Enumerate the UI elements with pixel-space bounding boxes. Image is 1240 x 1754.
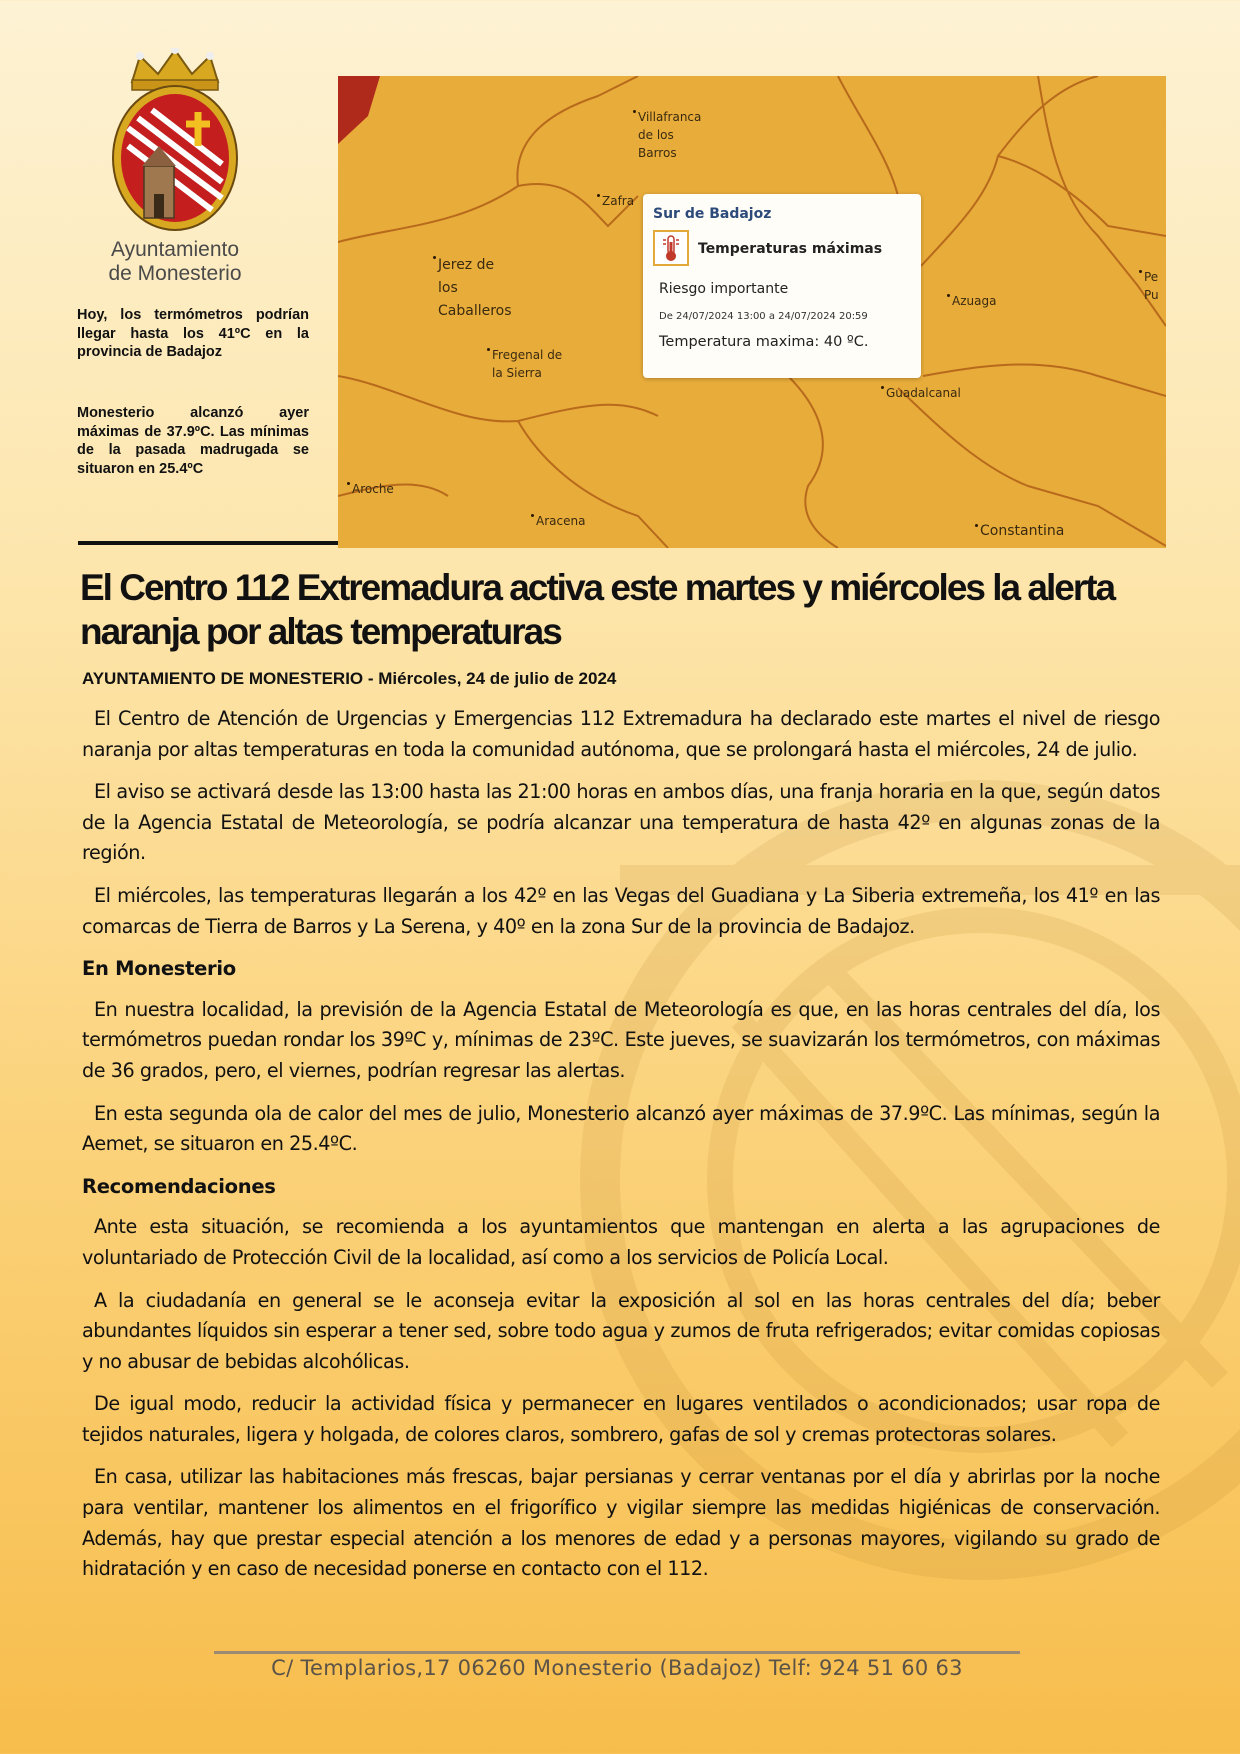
town-azuaga: Azuaga [952,294,997,308]
popup-date-range: De 24/07/2024 13:00 a 24/07/2024 20:59 [659,311,868,322]
popup-max-temp: Temperatura maxima: 40 ºC. [659,334,869,350]
town-guadalcanal: Guadalcanal [886,386,961,400]
alert-map [338,76,1166,548]
paragraph-7: A la ciudadanía en general se le aconseja evitar la exposición al sol en las horas centrales del día; beber abundantes líquidos sin esperar a tener sed, sobre todo agua y zumos de fruta refrigerados; evitar comidas copiosas y no abusar de bebidas alcohólicas. [82,1288,1160,1373]
footer-address: C/ Templarios,17 06260 Monesterio (Badajoz) Telf: 924 51 60 63 [271,1656,963,1680]
paragraph-4: En nuestra localidad, la previsión de la Agencia Estatal de Meteorología es que, en las horas centrales del día, los termómetros puedan rondar los 39ºC y, mínimas de 23ºC. Este jueves, se suavizarán los termómetros, con máximas de 36 grados, pero, el viernes, podrían regresar las alertas. [82,997,1160,1082]
popup-risk-level: Riesgo importante [659,281,789,297]
article-byline: AYUNTAMIENTO DE MONESTERIO - Miércoles, 24 de julio de 2024 [82,669,617,688]
side-note-forecast: Hoy, los termómetros podrían llegar hasta los 41ºC en la provincia de Badajoz [77,307,309,360]
article-headline: El Centro 112 Extremadura activa este martes y miércoles la alerta naranja por altas temperaturas [80,567,1115,652]
paragraph-5: En esta segunda ola de calor del mes de julio, Monesterio alcanzó ayer máximas de 37.9ºC. Las mínimas, según la Aemet, se situaron en 25.4ºC. [82,1101,1160,1156]
article-body [82,704,1160,1597]
ayuntamiento-logo [80,48,270,288]
paragraph-2: El aviso se activará desde las 13:00 hasta las 21:00 horas en ambos días, una franja horaria en la que, según datos de la Agencia Estatal de Meteorología, se podría alcanzar una temperatura de hasta 42º en algunas zonas de la región. [82,780,1160,865]
thermometer-icon [653,230,689,266]
logo-text-monesterio: de Monesterio [108,262,242,285]
divider-rule [78,541,338,545]
paragraph-9: En casa, utilizar las habitaciones más frescas, bajar persianas y cerrar ventanas por el día y abrirlas por la noche para ventilar, mantener los alimentos en el frigorífico y vigilar siempre las medidas higiénicas de conservación. Además, hay que prestar especial atención a los menores de edad y a personas mayores, vigilando su grado de hidratación y en caso de necesidad ponerse en contacto con el 112. [82,1465,1160,1581]
town-jerez: Jerez de los Caballeros [438,254,512,323]
coat-of-arms-icon [80,48,270,238]
paragraph-8: De igual modo, reducir la actividad física y permanecer en lugares ventilados o acondicionados; usar ropa de tejidos naturales, ligera y holgada, de colores claros, sombrero, gafas de sol y cremas protectoras solares. [82,1392,1160,1446]
section-heading-monesterio: En Monesterio [82,957,236,981]
town-aroche: Aroche [352,482,394,496]
alert-popup [643,194,921,378]
popup-alert-type: Temperaturas máximas [698,241,883,257]
town-constantina: Constantina [980,523,1065,539]
footer-rule [214,1651,1020,1654]
town-partial-east: Pe Pu [1144,270,1159,302]
town-fregenal: Fregenal de la Sierra [492,348,563,380]
side-note-monesterio: Monesterio alcanzó ayer máximas de 37.9ºC. Las mínimas de la pasada madrugada se situaron en 25.4ºC [77,405,309,477]
paragraph-3: El miércoles, las temperaturas llegarán a los 42º en las Vegas del Guadiana y La Siberia extremeña, los 41º en las comarcas de Tierra de Barros y La Serena, y 40º en la zona Sur de la provincia de Badajoz. [82,883,1160,938]
town-aracena: Aracena [536,514,586,528]
town-villafranca: Villafranca de los Barros [638,110,702,160]
section-heading-recomendaciones: Recomendaciones [82,1174,276,1198]
logo-text-ayuntamiento: Ayuntamiento [110,238,240,261]
town-zafra: Zafra [602,194,635,208]
paragraph-6: Ante esta situación, se recomienda a los ayuntamientos que mantengan en alerta a las agrupaciones de voluntariado de Protección Civil de la localidad, así como a los servicios de Policía Local. [82,1215,1160,1269]
popup-zone-title: Sur de Badajoz [653,206,772,222]
paragraph-1: El Centro de Atención de Urgencias y Emergencias 112 Extremadura ha declarado este martes el nivel de riesgo naranja por altas temperaturas en toda la comunidad autónoma, que se prolongará hasta el miércoles, 24 de julio. [82,707,1160,761]
